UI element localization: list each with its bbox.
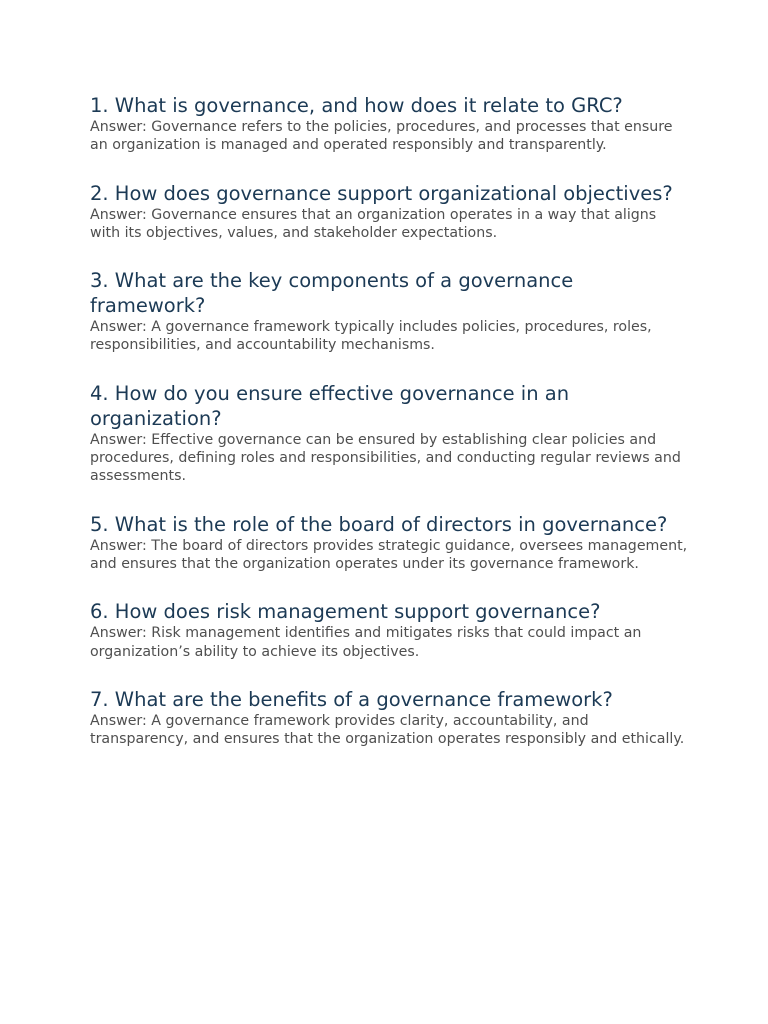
qa-item-4	[90, 381, 690, 486]
question-4: 4. How do you ensure effective governance in an organization?	[90, 381, 570, 430]
question-5: 5. What is the role of the board of directors in governance?	[90, 512, 668, 536]
answer-3: Answer: A governance framework typically includes policies, procedures, roles, responsibilities, and accountability mechanisms.	[90, 319, 652, 354]
qa-item-2	[90, 181, 690, 243]
question-1: 1. What is governance, and how does it relate to GRC?	[90, 94, 623, 117]
answer-7: Answer: A governance framework provides clarity, accountability, and transparency, and ensures that the organization operates responsibly and ethically.	[90, 712, 685, 748]
question-3: 3. What are the key components of a governance framework?	[90, 269, 574, 318]
question-6: 6. How does risk management support governance?	[90, 600, 601, 624]
document-page	[90, 93, 690, 774]
answer-2: Answer: Governance ensures that an organization operates in a way that aligns with its objectives, values, and stakeholder expectations.	[90, 206, 657, 241]
qa-item-1	[90, 93, 690, 155]
qa-item-5	[90, 512, 690, 574]
question-7: 7. What are the benefits of a governance framework?	[90, 687, 613, 711]
answer-6: Answer: Risk management identifies and mitigates risks that could impact an organization’s ability to achieve its objectives.	[90, 625, 642, 660]
qa-item-3	[90, 268, 690, 355]
answer-5: Answer: The board of directors provides strategic guidance, oversees management, and ensures that the organization operates under its governance framework.	[90, 537, 688, 572]
answer-1: Answer: Governance refers to the policies, procedures, and processes that ensure an organization is managed and operated responsibly and transparently.	[90, 119, 673, 154]
qa-item-7	[90, 687, 690, 749]
qa-item-6	[90, 599, 690, 661]
answer-4: Answer: Effective governance can be ensured by establishing clear policies and procedures, defining roles and responsibilities, and conducting regular reviews and assessments.	[90, 431, 681, 485]
question-2: 2. How does governance support organizational objectives?	[90, 181, 673, 205]
